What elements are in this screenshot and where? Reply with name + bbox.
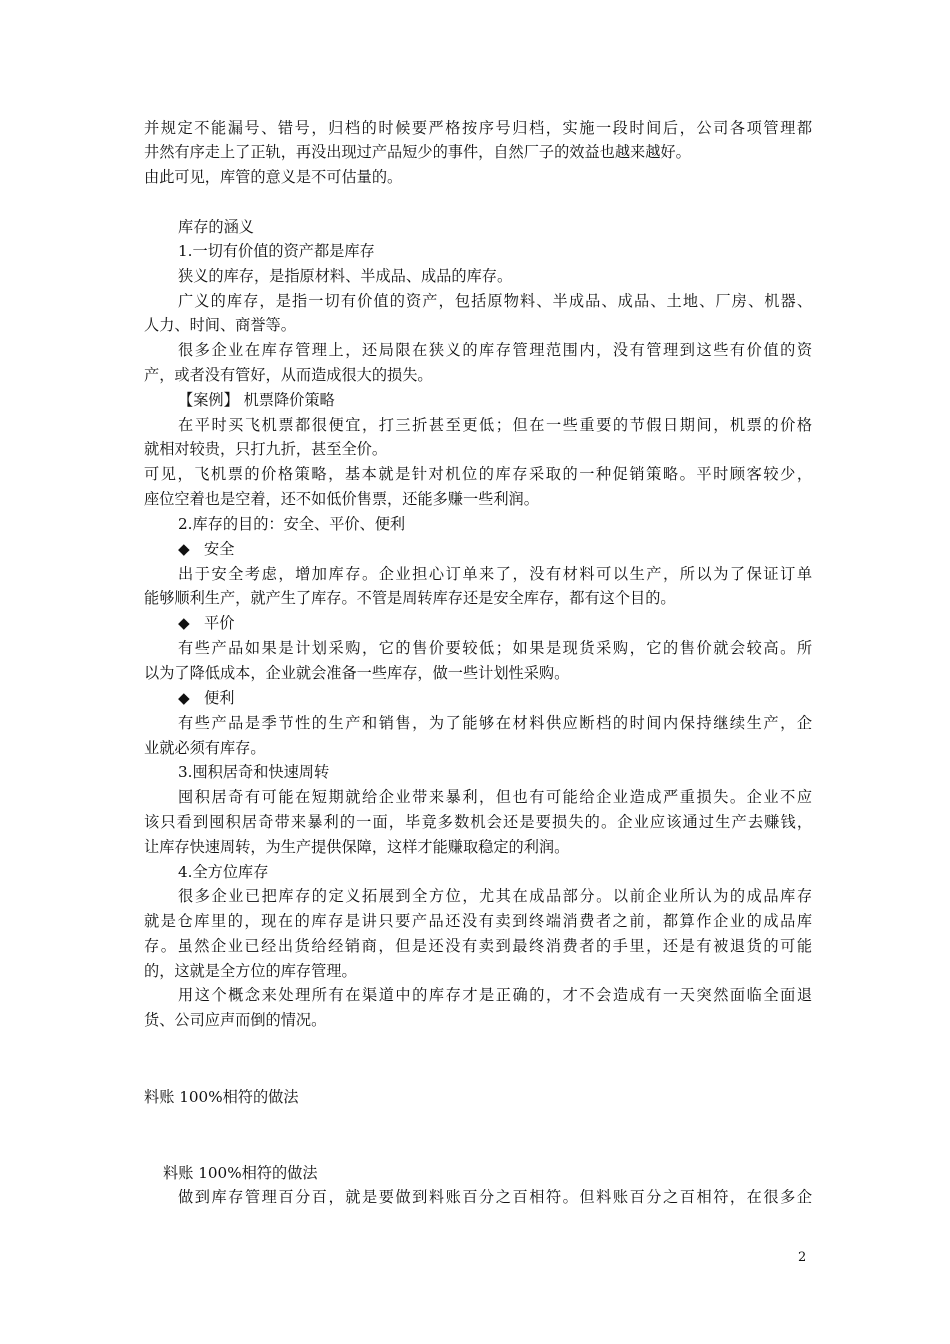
text-line: 井然有序走上了正轨，再没出现过产品短少的事件，自然厂子的效益也越来越好。 <box>144 143 691 161</box>
text-line: 让库存快速周转，为生产提供保障，这样才能赚取稳定的利润。 <box>144 838 570 856</box>
section-heading: 库存的涵义 <box>178 218 254 236</box>
text-line: 囤积居奇有可能在短期就给企业带来暴利，但也有可能给企业造成严重损失。企业不应 <box>178 788 812 806</box>
bullet-label: 安全 <box>204 540 235 558</box>
text-line: 狭义的库存，是指原材料、半成品、成品的库存。 <box>178 267 513 285</box>
text-line: 可见，飞机票的价格策略，基本就是针对机位的库存采取的一种促销策略。平时顾客较少， <box>144 465 812 483</box>
subheading: 1.一切有价值的资产都是库存 <box>178 242 375 260</box>
section-heading: 料账 100%相符的做法 <box>163 1164 318 1182</box>
text-line: 很多企业已把库存的定义拓展到全方位，尤其在成品部分。以前企业所认为的成品库存 <box>178 887 812 905</box>
text-line: 座位空着也是空着，还不如低价售票，还能多赚一些利润。 <box>144 490 539 508</box>
subheading: 2.库存的目的：安全、平价、便利 <box>178 515 406 533</box>
text-line: 以为了降低成本，企业就会准备一些库存，做一些计划性采购。 <box>144 664 570 682</box>
text-line: 有些产品是季节性的生产和销售，为了能够在材料供应断档的时间内保持继续生产，企 <box>178 714 812 732</box>
text-line: 存。虽然企业已经出货给经销商，但是还没有卖到最终消费者的手里，还是有被退货的可能 <box>144 937 812 955</box>
text-line: 有些产品如果是计划采购，它的售价要较低；如果是现货采购，它的售价就会较高。所 <box>178 639 812 657</box>
text-line: 在平时买飞机票都很便宜，打三折甚至更低；但在一些重要的节假日期间，机票的价格 <box>178 416 812 434</box>
text-line: 业就必须有库存。 <box>144 739 266 757</box>
bullet-label: 便利 <box>204 689 235 707</box>
bullet-item <box>178 688 812 708</box>
text-line: 由此可见，库管的意义是不可估量的。 <box>144 168 403 186</box>
text-line: 就相对较贵，只打九折，甚至全价。 <box>144 440 387 458</box>
bullet-label: 平价 <box>204 614 235 632</box>
case-heading: 【案例】 机票降价策略 <box>178 391 335 409</box>
text-line: 用这个概念来处理所有在渠道中的库存才是正确的，才不会造成有一天突然面临全面退 <box>178 986 812 1004</box>
diamond-bullet-icon: ◆ <box>178 689 190 707</box>
text-line: 出于安全考虑，增加库存。企业担心订单来了，没有材料可以生产，所以为了保证订单 <box>178 565 812 583</box>
subheading: 3.囤积居奇和快速周转 <box>178 763 330 781</box>
text-line: 的，这就是全方位的库存管理。 <box>144 962 357 980</box>
subheading: 4.全方位库存 <box>178 863 269 881</box>
bullet-item <box>178 539 812 559</box>
text-line: 人力、时间、商誉等。 <box>144 316 296 334</box>
text-line: 产，或者没有管好，从而造成很大的损失。 <box>144 366 433 384</box>
text-line: 很多企业在库存管理上，还局限在狭义的库存管理范围内，没有管理到这些有价值的资 <box>178 341 812 359</box>
text-line: 货、公司应声而倒的情况。 <box>144 1011 327 1029</box>
section-title: 料账 100%相符的做法 <box>144 1088 299 1106</box>
diamond-bullet-icon: ◆ <box>178 540 190 558</box>
page-number: 2 <box>798 1250 807 1265</box>
text-line: 该只看到囤积居奇带来暴利的一面，毕竟多数机会还是要损失的。企业应该通过生产去赚钱， <box>144 813 812 831</box>
text-line: 并规定不能漏号、错号，归档的时候要严格按序号归档，实施一段时间后，公司各项管理都 <box>144 119 812 137</box>
text-line: 做到库存管理百分百，就是要做到料账百分之百相符。但料账百分之百相符，在很多企 <box>178 1188 812 1206</box>
text-line: 能够顺利生产，就产生了库存。不管是周转库存还是安全库存，都有这个目的。 <box>144 589 676 607</box>
diamond-bullet-icon: ◆ <box>178 614 190 632</box>
text-line: 就是仓库里的，现在的库存是讲只要产品还没有卖到终端消费者之前，都算作企业的成品库 <box>144 912 812 930</box>
bullet-item <box>178 613 812 633</box>
text-line: 广义的库存，是指一切有价值的资产，包括原物料、半成品、成品、土地、厂房、机器、 <box>178 292 812 310</box>
